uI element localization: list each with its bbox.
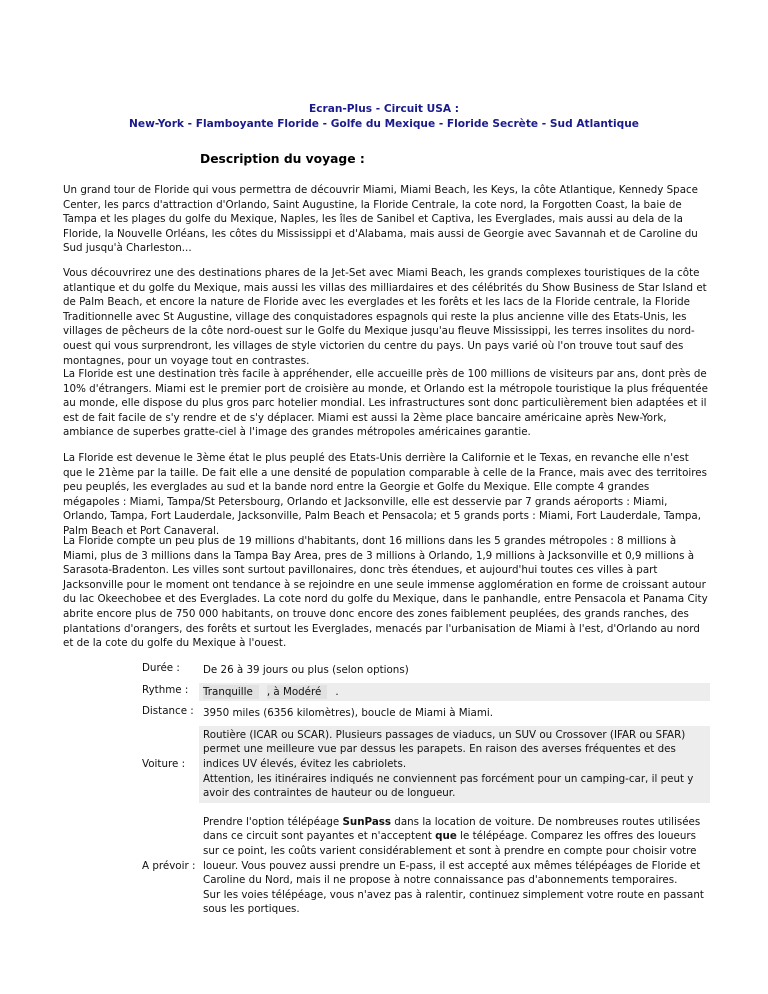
rythme-modere: , à Modéré <box>267 685 328 700</box>
rythme-value <box>199 683 710 702</box>
voiture-value <box>199 726 710 803</box>
voiture-text-2: Attention, les itinéraires indiqués ne conviennent pas forcément pour un camping-car, il peut y avoir des contraintes de hauteur ou de longueur. <box>203 772 694 800</box>
section-heading: Description du voyage : <box>200 152 365 166</box>
prevoir-text-1: Prendre l'option télépéage SunPass dans la location de voiture. De nombreuses routes utilisées dans ce circuit sont payantes et n'acceptent que le télépéage. Comparez les offres des loueurs sur ce point, les coûts varient considérablement et sont à prendre en compte pour choisir votre loueur. Vous pouvez aussi prendre un E-pass, il est accepté aux mêmes télépéages de Floride et Caroline du Nord, mais il ne propose à notre connaissance pas d'abonnements temporaires. <box>203 815 701 887</box>
duree-value: De 26 à 39 jours ou plus (selon options) <box>203 664 409 676</box>
distance-value: 3950 miles (6356 kilomètres), boucle de Miami à Miami. <box>203 707 494 720</box>
title-line-1: Ecran-Plus - Circuit USA : <box>308 103 460 115</box>
info-row-voiture <box>138 726 710 803</box>
que-keyword: que <box>435 830 457 843</box>
paragraph-intro: Un grand tour de Floride qui vous permettra de découvrir Miami, Miami Beach, les Keys, la côte Atlantique, Kennedy Space Center, les parcs d'attraction d'Orlando, Saint Augustine, la Floride Centrale, la cote nord, la Forgotten Coast, la baie de Tampa et les plages du golfe du Mexique, Naples, les îles de Sanibel et Captiva, les Everglades, mais aussi au dela de la Floride, la Nouvelle Orléans, les côtes du Mississippi et d'Alabama, mais aussi de Georgie avec Savannah et de Caroline du Sud jusqu'à Charleston... <box>63 184 699 255</box>
rythme-label: Rythme : <box>142 683 189 696</box>
distance-label: Distance : <box>142 705 194 718</box>
title-line-2: New-York - Flamboyante Floride - Golfe du Mexique - Floride Secrète - Sud Atlantique <box>129 118 639 130</box>
prevoir-value <box>199 813 710 919</box>
voiture-label: Voiture : <box>142 757 186 770</box>
prevoir-text-2: Sur les voies télépéage, vous n'avez pas à ralentir, continuez simplement votre route en passant sous les portiques. <box>203 888 704 916</box>
rythme-tranquille: Tranquille <box>203 685 259 700</box>
prevoir-label: A prévoir : <box>142 859 196 872</box>
voiture-text-1: Routière (ICAR ou SCAR). Plusieurs passages de viaducs, un SUV ou Crossover (IFAR ou SFAR) permet une meilleure vue par dessus les parapets. En raison des averses fréquentes et des indices UV élevés, évitez les cabriolets. <box>203 728 686 770</box>
trip-title <box>0 102 768 132</box>
paragraph-population: La Floride est devenue le 3ème état le plus peuplé des Etats-Unis derrière la Californie et le Texas, en revanche elle n'est que le 21ème par la taille. De fait elle a une densité de population comparable à celle de la France, mais avec des territoires peu peuplés, les everglades au sud et la bande nord entre la Georgie et Golfe du Mexique. Elle compte 4 grandes mégapoles : Miami, Tampa/St Petersbourg, Orlando et Jacksonville, elle est desservie par 7 grands aéroports : Miami, Orlando, Tampa, Fort Lauderdale, Jacksonville, Palm Beach et Pensacola; et 5 grands ports : Miami, Fort Lauderdale, Tampa, Palm Beach et Port Canaveral. <box>63 452 707 537</box>
trip-info-table <box>138 661 710 922</box>
paragraph-cities: La Floride compte un peu plus de 19 millions d'habitants, dont 16 millions dans les 5 grandes métropoles : 8 millions à Miami, plus de 3 millions dans la Tampa Bay Area, pres de 3 millions à Orlando, 1,9 millions à Jacksonville et 0,9 millions à Sarasota-Bradenton. Les villes sont surtout pavillonaires, donc très étendues, et aujourd'hui toutes ces villes à part Jacksonville pour le moment ont tendance à se rejoindre en une seule immense agglomération en forme de croissant autour du lac Okeechobee et des Everglades. La cote nord du golfe du Mexique, dans le panhandle, entre Pensacola et Panama City abrite encore plus de 750 000 habitants, on trouve donc encore des zones faiblement peuplées, des grands ranches, des plantations d'orangers, des forêts et surtout les Everglades, menacés par l'urbanisation de Miami à l'est, d'Orlando au nord et de la cote du golfe du Mexique à l'ouest. <box>63 535 708 650</box>
paragraph-destinations: Vous découvrirez une des destinations phares de la Jet-Set avec Miami Beach, les grands complexes touristiques de la côte atlantique et du golfe du Mexique, mais aussi les villas des milliardaires et des célébrités du Show Business de Star Island et de Palm Beach, et encore la nature de Floride avec les everglades et les forêts et les lacs de la Floride centrale, la Floride Traditionnelle avec St Augustine, village des conquistadores espagnols qui reste la plus ancienne ville des Etats-Unis, les villages de pêcheurs de la côte nord-ouest sur le Golfe du Mexique jusqu'au fleuve Mississippi, les terres insolites du nord-ouest qui vous surprendront, les villages de style victorien du centre du pays. Un pays varié où l'on trouve tout sauf des montagnes, pour un voyage tout en contrastes. <box>63 267 707 367</box>
sunpass-keyword: SunPass <box>342 815 392 828</box>
duree-label: Durée : <box>142 662 180 674</box>
info-row-distance <box>138 704 710 723</box>
rythme-end: . <box>335 685 339 698</box>
info-row-rythme <box>138 683 710 702</box>
info-row-prevoir <box>138 813 710 919</box>
info-row-duree <box>138 661 710 680</box>
paragraph-access: La Floride est une destination très facile à appréhender, elle accueille près de 100 millions de visiteurs par ans, dont près de 10% d'étrangers. Miami est le premier port de croisière au monde, et Orlando est la métropole touristique la plus fréquentée au monde, elle dispose du plus gros parc hotelier mondial. Les infrastructures sont donc particulièrement bien adaptées et il est de fait facile de s'y rendre et de s'y déplacer. Miami est aussi la 2ème place bancaire américaine après New-York, ambiance de superbes gratte-ciel à l'image des grandes métropoles américaines garantie. <box>63 368 708 439</box>
